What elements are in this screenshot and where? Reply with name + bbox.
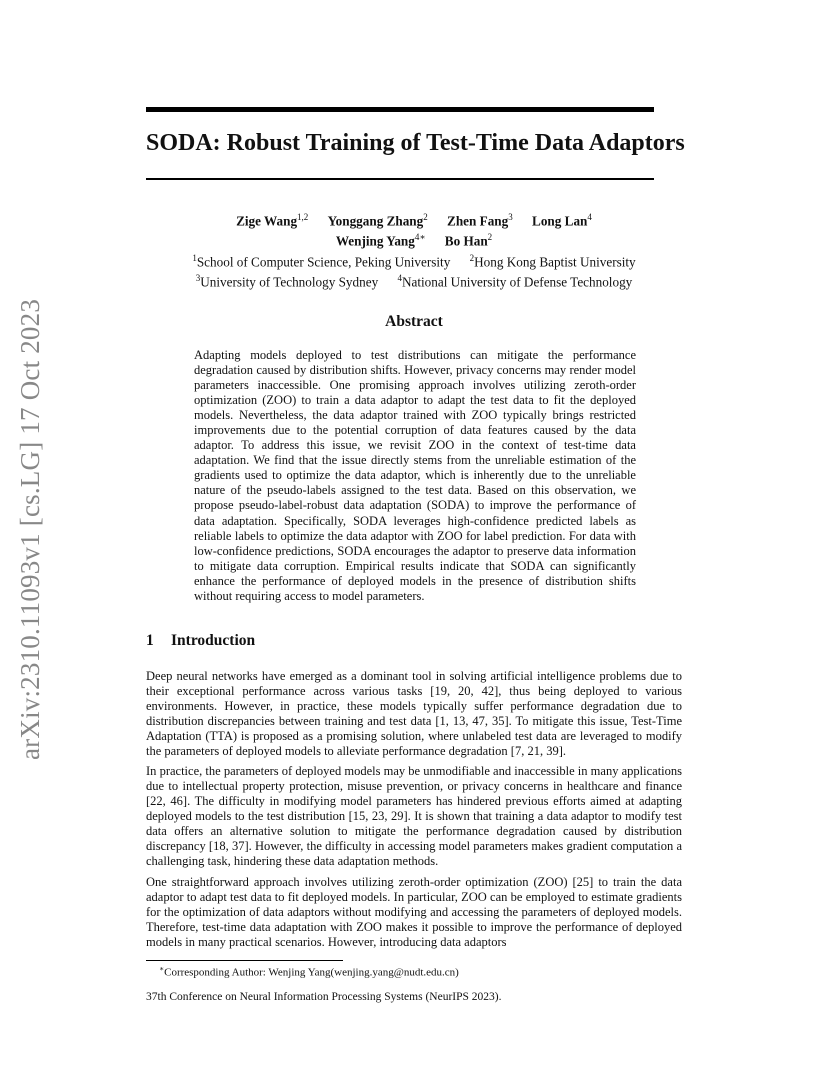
author-affil-mark: 4∗ — [414, 232, 426, 243]
affiliation: National University of Defense Technology — [401, 274, 633, 290]
author-line-2 — [146, 229, 682, 249]
body-paragraph: In practice, the parameters of deployed models may be unmodifiable and inaccessible in many applications due to intellectual property protection, misuse prevention, or privacy concerns in healthcare and finance [22, 46]. The difficulty in modifying model parameters has hindered previous efforts aimed at adapting deployed models to the test distribution [15, 23, 29]. It is shown that training a data adaptor to modify test data offers an alternative solution to mitigate the performance degradation caused by distribution discrepancy [18, 37]. However, the difficulty in accessing model parameters makes gradient computation a challenging task, hindering these data adaptation methods. — [146, 764, 682, 869]
affiliation-line-2 — [146, 270, 682, 290]
affiliation: University of Technology Sydney — [200, 274, 379, 290]
title-top-rule — [146, 107, 654, 112]
author-affil-mark: 4 — [587, 212, 592, 222]
affiliation: School of Computer Science, Peking University — [196, 254, 451, 270]
author-affil-mark: 1,2 — [297, 212, 309, 222]
body-paragraph: Deep neural networks have emerged as a dominant tool in solving artificial intelligence problems due to their exceptional performance across various tasks [19, 20, 42], thus being deployed to various environments. However, in practice, these models typically suffer performance degradation due to distribution discrepancies between training and test data [1, 13, 47, 35]. To mitigate this issue, Test-Time Adaptation (TTA) is proposed as a promising solution, where unlabeled test data are leveraged to modify the parameters of deployed models to alleviate performance degradation [7, 21, 39]. — [146, 669, 682, 759]
author-name: Yonggang Zhang — [327, 213, 424, 229]
author-affil-mark: 2 — [487, 232, 493, 243]
author-name: Zhen Fang — [447, 213, 509, 229]
author-affil-mark: 2 — [423, 212, 428, 222]
footnote — [159, 964, 459, 979]
abstract-text: Adapting models deployed to test distributions can mitigate the performance degradation caused by distribution shifts. However, privacy concerns may render model parameters inaccessible. One promising approach involves utilizing zeroth-order optimization (ZOO) to train a data adaptor to adapt the test data to fit the deployed models. Nevertheless, the data adaptor trained with ZOO typically brings restricted improvements due to the potential corruption of data features caused by the data adaptor. To address this issue, we revisit ZOO in the context of test-time data adaptation. We find that the issue directly stems from the unreliable estimation of the gradients used to optimize the data adaptor, which is inherently due to the unreliable nature of the pseudo-labels assigned to the test data. Based on this observation, we propose pseudo-label-robust data adaptation (SODA) to improve the performance of data adaptation. Specifically, SODA leverages high-confidence predicted labels as reliable labels to optimize the data adaptor with ZOO for label prediction. For data with low-confidence predictions, SODA encourages the adaptor to preserve data information to mitigate data corruption. Empirical results indicate that SODA can significantly enhance the performance of deployed models in the presence of distribution shifts without requiring access to model parameters. — [194, 348, 636, 603]
affiliation: Hong Kong Baptist University — [474, 254, 636, 270]
footnote-mark: ∗ — [159, 964, 165, 973]
author-name: Long Lan — [532, 213, 588, 229]
paper-title: SODA: Robust Training of Test-Time Data Adaptors — [146, 130, 685, 156]
body-paragraph: One straightforward approach involves utilizing zeroth-order optimization (ZOO) [25] to train the data adaptor to adapt test data to fit deployed models. In particular, ZOO can be employed to estimate gradients for the optimization of data adaptors without modifying and accessing the parameters of deployed models. Therefore, test-time data adaptation with ZOO makes it possible to improve the performance of deployed models in many practical scenarios. However, introducing data adaptors — [146, 875, 682, 950]
affiliation-mark: 2 — [469, 252, 475, 263]
footnote-text: Corresponding Author: Wenjing Yang(wenjing.yang@nudt.edu.cn) — [164, 966, 459, 979]
section-title: Introduction — [171, 632, 256, 649]
author-block — [146, 209, 682, 291]
affiliation-mark: 4 — [397, 273, 402, 284]
venue-note: 37th Conference on Neural Information Processing Systems (NeurIPS 2023). — [146, 991, 502, 1003]
title-bottom-rule — [146, 178, 654, 180]
section-heading — [146, 632, 255, 650]
footnote-rule — [146, 960, 343, 961]
author-name: Wenjing Yang — [335, 233, 415, 249]
author-name: Bo Han — [444, 233, 488, 249]
affiliation-mark: 3 — [195, 273, 201, 284]
author-line-1 — [146, 209, 682, 229]
arxiv-identifier: arXiv:2310.11093v1 [cs.LG] 17 Oct 2023 — [15, 298, 45, 760]
affiliation-mark: 1 — [192, 252, 197, 263]
section-number: 1 — [146, 632, 154, 649]
author-name: Zige Wang — [236, 213, 298, 229]
affiliation-line-1 — [146, 250, 682, 270]
abstract-heading: Abstract — [385, 313, 443, 330]
author-affil-mark: 3 — [508, 212, 513, 222]
